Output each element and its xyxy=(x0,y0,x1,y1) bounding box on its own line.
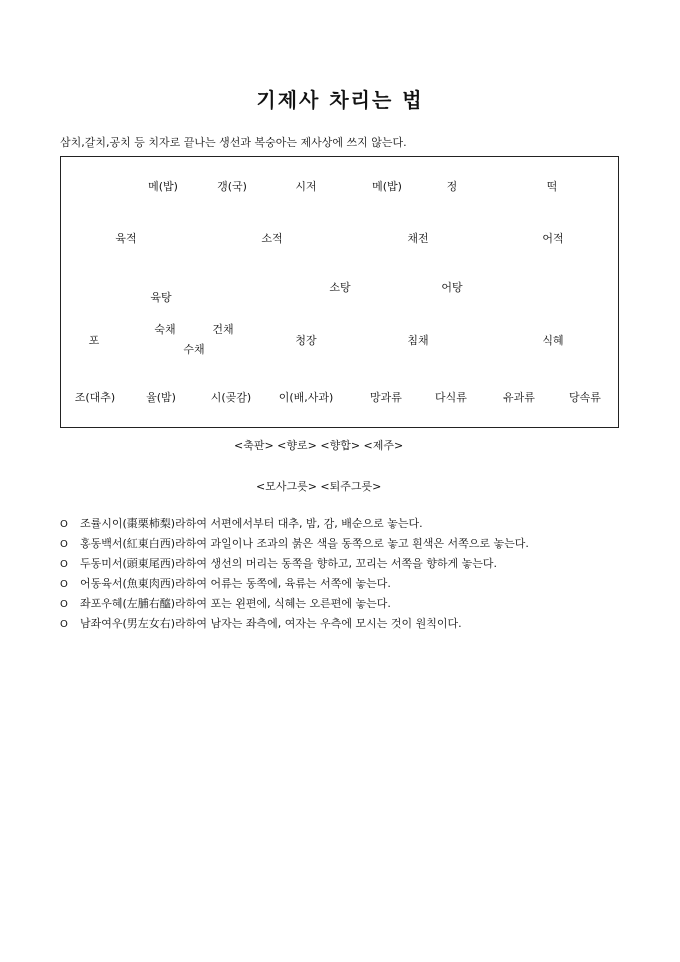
table-item: 메(밥) xyxy=(372,180,402,193)
table-item: 이(배,사과) xyxy=(278,391,334,404)
table-item: 메(밥) xyxy=(148,180,178,193)
rule-text: 조률시이(棗栗柿梨)라하여 서편에서부터 대추, 밤, 감, 배순으로 놓는다. xyxy=(80,517,423,530)
table-item: 청장 xyxy=(295,334,317,347)
table-item: 채전 xyxy=(407,232,429,245)
offering-table-diagram xyxy=(60,156,619,428)
bullet-circle: O xyxy=(60,539,68,550)
table-item: 조(대추) xyxy=(74,391,116,404)
table-item: 포 xyxy=(88,334,100,347)
note-text: 삼치,갈치,공치 등 치자로 끝나는 생선과 복숭아는 제사상에 쓰지 않는다. xyxy=(60,136,407,149)
table-item: 소적 xyxy=(261,232,283,245)
list-item xyxy=(60,554,529,574)
table-item: 율(밤) xyxy=(146,391,176,404)
list-item xyxy=(60,594,529,614)
table-item: 갱(국) xyxy=(217,180,247,193)
bullet-circle: O xyxy=(60,519,68,530)
bullet-circle: O xyxy=(60,559,68,570)
page-title: 기제사 차리는 법 xyxy=(256,88,424,112)
vessels-line: <모사그릇> <퇴주그릇> xyxy=(256,480,382,493)
table-item: 식혜 xyxy=(542,334,564,347)
table-item: 수채 xyxy=(183,343,205,356)
rule-text: 어동육서(魚東肉西)라하여 어류는 동쪽에, 육류는 서쪽에 놓는다. xyxy=(80,577,391,590)
table-item: 육적 xyxy=(115,232,137,245)
ritual-items-line: <축판> <향로> <향합> <제주> xyxy=(234,439,404,452)
table-item: 시저 xyxy=(295,180,317,193)
list-item xyxy=(60,534,529,554)
table-item: 떡 xyxy=(546,180,558,193)
table-item: 유과류 xyxy=(503,391,535,404)
rule-text: 두동미서(頭東尾西)라하여 생선의 머리는 동쪽을 향하고, 꼬리는 서쪽을 향하게 놓는다. xyxy=(80,557,497,570)
rule-text: 홍동백서(紅東白西)라하여 과일이나 조과의 붉은 색을 동쪽으로 놓고 흰색은 서쪽으로 놓는다. xyxy=(80,537,529,550)
table-item: 시(곶감) xyxy=(210,391,252,404)
table-item: 다식류 xyxy=(435,391,467,404)
list-item xyxy=(60,574,529,594)
list-item xyxy=(60,614,529,634)
table-item: 소탕 xyxy=(329,281,351,294)
table-item: 육탕 xyxy=(150,291,172,304)
table-item: 건채 xyxy=(212,323,234,336)
table-item: 숙채 xyxy=(154,323,176,336)
table-item: 어적 xyxy=(542,232,564,245)
bullet-circle: O xyxy=(60,619,68,630)
list-item xyxy=(60,514,529,534)
rules-list xyxy=(60,514,529,634)
table-item: 침채 xyxy=(407,334,429,347)
table-item: 정 xyxy=(446,180,458,193)
table-item: 어탕 xyxy=(441,281,463,294)
bullet-circle: O xyxy=(60,579,68,590)
bullet-circle: O xyxy=(60,599,68,610)
table-item: 망과류 xyxy=(370,391,402,404)
rule-text: 남좌여우(男左女右)라하여 남자는 좌측에, 여자는 우측에 모시는 것이 원칙이다. xyxy=(80,617,462,630)
rule-text: 좌포우혜(左脯右醯)라하여 포는 왼편에, 식혜는 오른편에 놓는다. xyxy=(80,597,391,610)
table-item: 당속류 xyxy=(569,391,601,404)
